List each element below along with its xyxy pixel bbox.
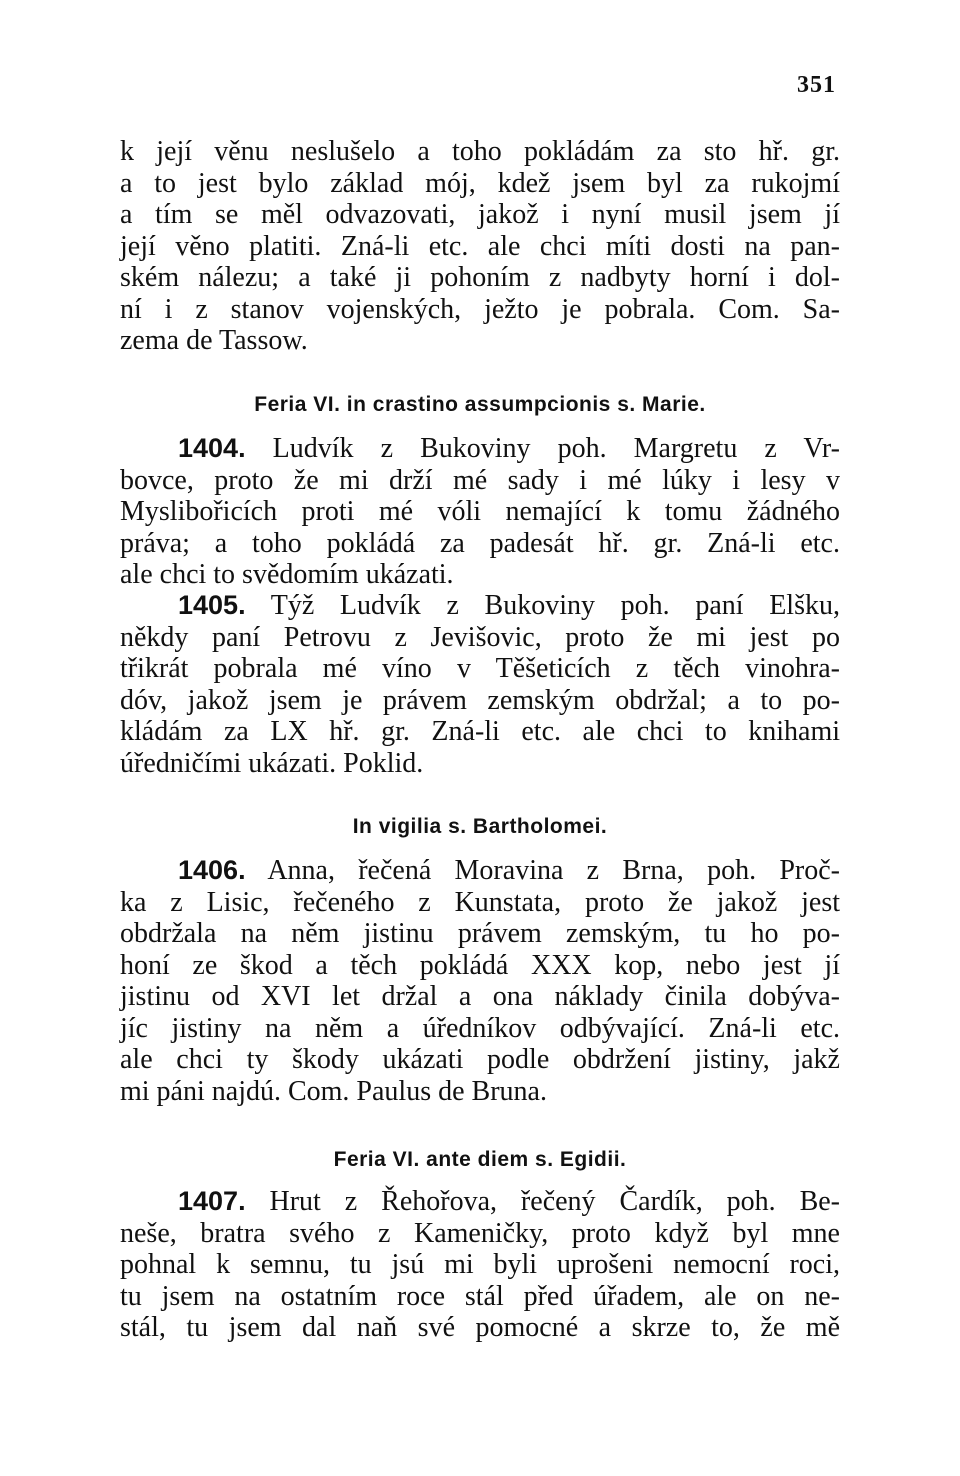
text-line: úředničími ukázati. Poklid. [120, 747, 424, 779]
text-line: práva; a toho pokládá za padesát hř. gr. Zná-li etc. [120, 527, 840, 559]
entry-number: 1404. [178, 433, 246, 463]
entry-1405 [120, 590, 840, 779]
text-line: ale chci ty škody ukázati podle obdržení jistiny, jakž [120, 1044, 840, 1075]
text-line: ském nálezu; a také ji pohoním z nadbyty horní i dol- [120, 262, 840, 293]
text-line: neše, bratra svého z Kameničky, proto když byl mne [120, 1217, 840, 1249]
text-line: a to jest bylo základ mój, kdež jsem byl za rukojmí [120, 167, 840, 199]
entry-first-line-text: Anna, řečená Moravina z Brna, poh. Proč- [267, 855, 840, 886]
entry-1404 [120, 433, 840, 591]
text-line: mi páni najdú. Com. Paulus de Bruna. [120, 1075, 547, 1107]
text-line: třikrát pobrala mé víno v Těšeticích z těch vinohra- [120, 653, 840, 684]
text-line: kládám za LX hř. gr. Zná-li etc. ale chci to knihami [120, 716, 840, 747]
entry-first-line-text: Týž Ludvík z Bukoviny poh. paní Elšku, [270, 590, 840, 621]
continuation-paragraph [120, 136, 840, 357]
text-line: jistinu od XVI let držal a ona náklady činila dobýva- [120, 981, 840, 1012]
text-line: ale chci to svědomím ukázati. [120, 559, 454, 590]
text-line: zema de Tassow. [120, 325, 308, 356]
entry-number: 1405. [178, 590, 246, 620]
text-line: ní i z stanov vojenských, ježto je pobrala. Com. Sa- [120, 293, 840, 325]
entry-first-line-text: Hrut z Řehořova, řečený Čardík, poh. Be- [269, 1186, 840, 1217]
entry-first-line [120, 855, 840, 887]
text-line: ka z Lisic, řečeného z Kunstata, proto že jakož jest [120, 886, 840, 918]
entry-number: 1407. [178, 1186, 246, 1216]
entry-first-line-text: Ludvík z Bukoviny poh. Margretu z Vr- [272, 433, 840, 464]
section-heading: Feria VI. ante diem s. Egidii. [333, 1148, 627, 1171]
text-line: k její věnu neslušelo a toho pokládám za sto hř. gr. [120, 136, 840, 167]
page-number: 351 [797, 72, 836, 98]
text-line: někdy paní Petrovu z Jevišovic, proto že mi jest po [120, 621, 840, 653]
entry-first-line [120, 590, 840, 622]
section-heading: Feria VI. in crastino assumpcionis s. Marie. [254, 393, 706, 416]
text-line: bovce, proto že mi drží mé sady i mé lúky i lesy v [120, 464, 840, 496]
text-line: jíc jistiny na něm a úředníkov odbývající. Zná-li etc. [120, 1012, 840, 1044]
entry-1406 [120, 855, 840, 1107]
text-line: honí ze škod a těch pokládá XXX kop, nebo jest jí [120, 949, 840, 981]
text-line: stál, tu jsem dal naň své pomocné a skrze to, že mě [120, 1312, 840, 1343]
section-heading: In vigilia s. Bartholomei. [352, 815, 608, 838]
text-line: obdržala na něm jistinu právem zemským, tu ho po- [120, 918, 840, 949]
entry-number: 1406. [178, 855, 246, 885]
text-line: dóv, jakož jsem je právem zemským obdržal; a to po- [120, 684, 840, 716]
entry-first-line [120, 433, 840, 465]
text-line: tu jsem na ostatním roce stál před úřadem, ale on ne- [120, 1280, 840, 1312]
text-line: a tím se měl odvazovati, jakož i nyní musil jsem jí [120, 199, 840, 230]
text-line: její věno platiti. Zná-li etc. ale chci míti dosti na pan- [120, 230, 840, 262]
entry-first-line [120, 1186, 840, 1218]
text-line: pohnal k semnu, tu jsú mi byli uprošeni nemocní roci, [120, 1249, 840, 1280]
entry-1407 [120, 1186, 840, 1344]
text-line: Myslibořicích proti mé vóli nemající k tomu žádného [120, 496, 840, 527]
